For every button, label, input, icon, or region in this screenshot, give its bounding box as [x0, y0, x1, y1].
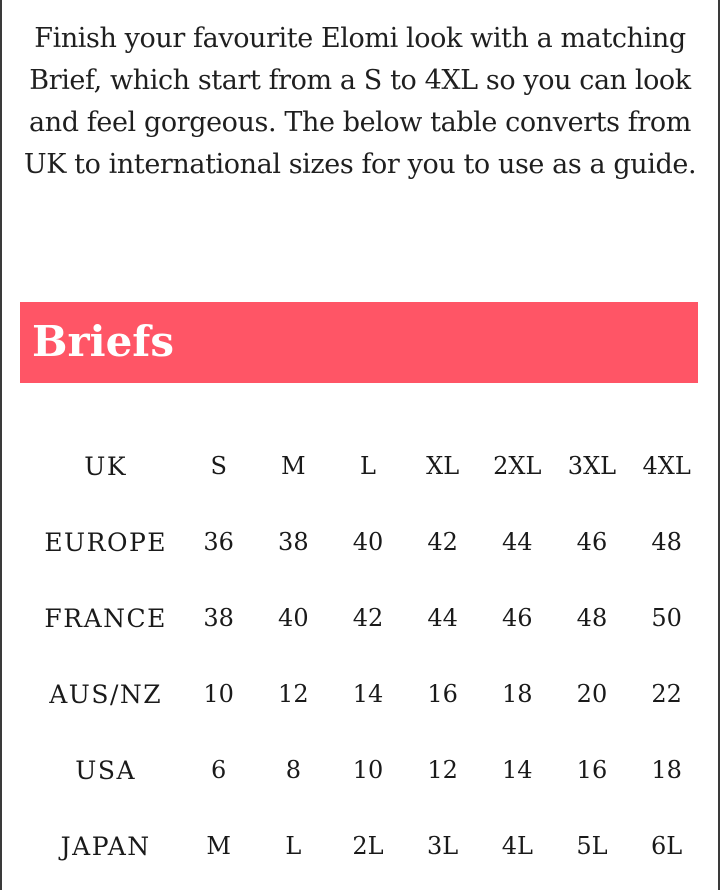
section-title: Briefs	[32, 317, 175, 366]
section-banner	[20, 302, 698, 383]
size-cell: 16	[576, 756, 608, 784]
row-label: JAPAN	[60, 831, 151, 861]
size-cell: 2L	[352, 832, 384, 860]
size-cell: 20	[576, 680, 608, 708]
size-cell: 36	[203, 528, 234, 556]
row-label: FRANCE	[44, 603, 167, 633]
size-cell: 4XL	[642, 452, 691, 480]
size-cell: S	[210, 452, 227, 480]
size-cell: 12	[278, 680, 309, 708]
size-cell: 40	[278, 604, 309, 632]
size-cell: 46	[576, 528, 608, 556]
size-cell: 14	[352, 680, 384, 708]
size-cell: 3L	[427, 832, 459, 860]
row-label: EUROPE	[44, 527, 168, 557]
size-conversion-table	[30, 428, 704, 884]
size-cell: 4L	[501, 832, 533, 860]
table-row-japan	[30, 808, 704, 884]
row-label: AUS/NZ	[49, 679, 163, 709]
size-cell: 44	[427, 604, 458, 632]
table-row-europe	[30, 504, 704, 580]
size-cell: XL	[426, 452, 460, 480]
size-cell: 6	[211, 756, 227, 784]
size-cell: 38	[278, 528, 309, 556]
size-cell: M	[281, 452, 306, 480]
size-cell: 10	[203, 680, 234, 708]
size-cell: L	[360, 452, 376, 480]
size-cell: 48	[576, 604, 608, 632]
size-cell: L	[285, 832, 302, 860]
row-label: USA	[75, 755, 137, 785]
size-cell: 42	[427, 528, 458, 556]
size-cell: 12	[427, 756, 458, 784]
size-cell: 18	[502, 680, 533, 708]
table-row-aus-nz	[30, 656, 704, 732]
left-border	[0, 0, 2, 890]
size-cell: 50	[651, 604, 682, 632]
size-cell: 3XL	[567, 452, 617, 480]
size-cell: M	[206, 832, 231, 860]
size-cell: 44	[502, 528, 533, 556]
size-cell: 8	[285, 756, 301, 784]
size-cell: 14	[502, 756, 533, 784]
table-row-france	[30, 580, 704, 656]
size-cell: 6L	[651, 832, 683, 860]
size-cell: 46	[502, 604, 533, 632]
intro-paragraph: Finish your favourite Elomi look with a matching Brief, which start from a S to 4XL so you can look and feel gorgeous. The below table converts from UK to international sizes for you to use as a guide.	[23, 23, 697, 180]
size-cell: 48	[651, 528, 682, 556]
size-cell: 42	[352, 604, 384, 632]
size-cell: 22	[651, 680, 682, 708]
size-cell: 2XL	[493, 452, 542, 480]
row-label: UK	[84, 451, 128, 481]
size-cell: 40	[352, 528, 384, 556]
size-cell: 18	[651, 756, 682, 784]
table-row-uk	[30, 428, 704, 504]
size-cell: 38	[203, 604, 234, 632]
size-cell: 5L	[576, 832, 608, 860]
size-cell: 16	[427, 680, 458, 708]
table-row-usa	[30, 732, 704, 808]
size-cell: 10	[352, 756, 384, 784]
